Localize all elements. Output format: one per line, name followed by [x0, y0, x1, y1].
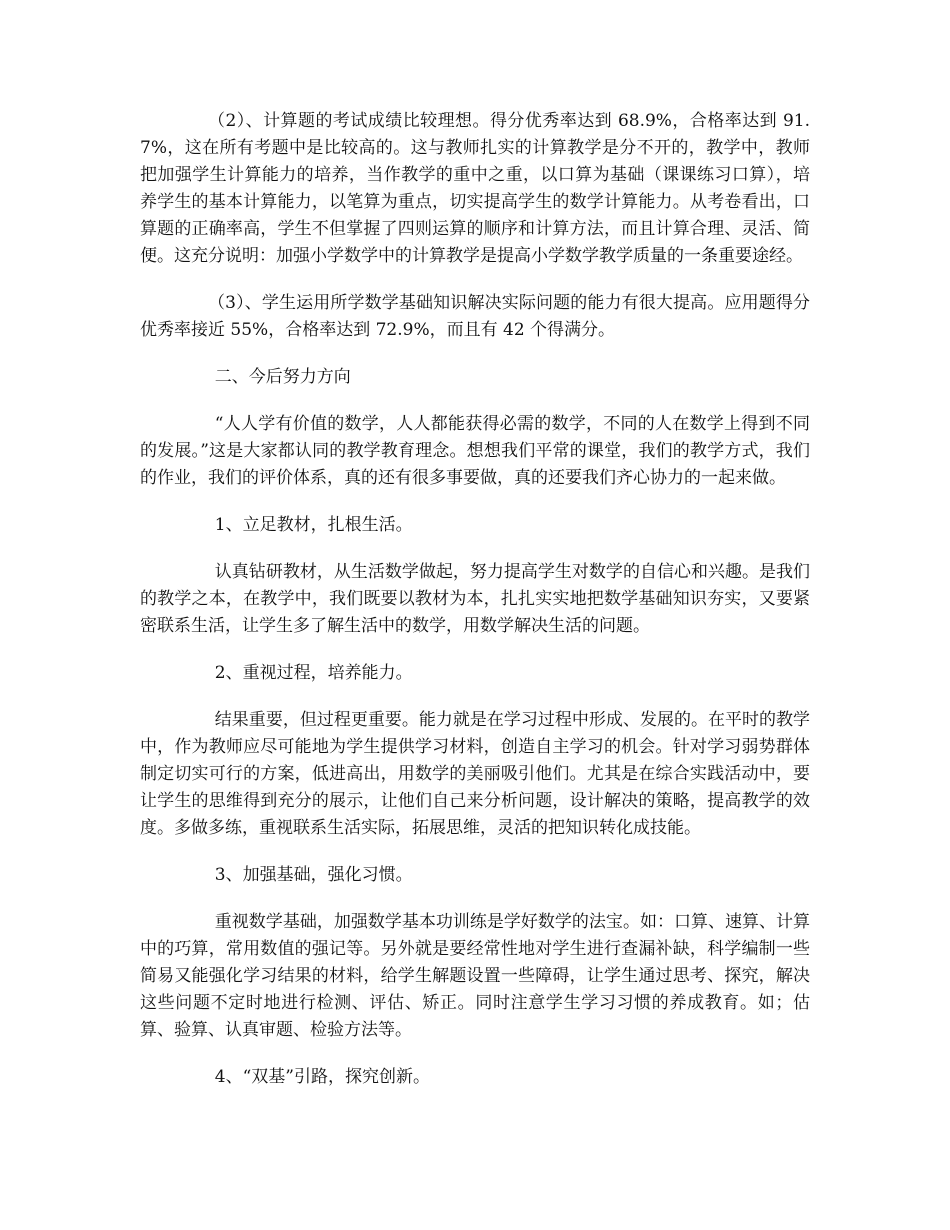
- subheading-3: 3、加强基础，强化习惯。: [214, 865, 413, 885]
- document-page: [140, 108, 810, 1111]
- paragraph-process: 结果重要，但过程更重要。能力就是在学习过程中形成、发展的。在平时的教学中，作为教师应尽可能地为学生提供学习材料，创造自主学习的机会。针对学习弱势群体制定切实可行的方案，低进高出，用数学的美丽吸引他们。尤其是在综合实践活动中，要让学生的思维得到充分的展示，让他们自己来分析问题，设计解决的策略，提高教学的效度。多做多练，重视联系生活实际，拓展思维，灵活的把知识转化成技能。: [140, 710, 810, 838]
- subheading-4: 4、“双基”引路，探究创新。: [214, 1067, 430, 1087]
- paragraph-application-results: （3）、学生运用所学数学基础知识解决实际问题的能力有很大提高。应用题得分优秀率接近 55%，合格率达到 72.9%，而且有 42 个得满分。: [140, 293, 810, 340]
- paragraph-calc-results: （2）、计算题的考试成绩比较理想。得分优秀率达到 68.9%，合格率达到 91.7%，这在所有考题中是比较高的。这与教师扎实的计算教学是分不开的，教学中，教师把加强学生计算能力的培养，当作教学的重中之重，以口算为基础（课课练习口算），培养学生的基本计算能力，以笔算为重点，切实提高学生的数学计算能力。从考卷看出，口算题的正确率高，学生不但掌握了四则运算的顺序和计算方法，而且计算合理、灵活、简便。这充分说明：加强小学数学中的计算教学是提高小学数学教学质量的一条重要途经。: [140, 111, 810, 266]
- paragraph-philosophy: “人人学有价值的数学，人人都能获得必需的数学，不同的人在数学上得到不同的发展。”这是大家都认同的教学教育理念。想想我们平常的课堂，我们的教学方式，我们的作业，我们的评价体系，真的还有很多事要做，真的还要我们齐心协力的一起来做。: [140, 414, 810, 488]
- paragraph-textbook: 认真钻研教材，从生活数学做起，努力提高学生对数学的自信心和兴趣。是我们的教学之本，在教学中，我们既要以教材为本，扎扎实实地把数学基础知识夯实，又要紧密联系生活，让学生多了解生活中的数学，用数学解决生活的问题。: [140, 562, 810, 636]
- subheading-1: 1、立足教材，扎根生活。: [214, 515, 413, 535]
- section-heading-future-direction: 二、今后努力方向: [214, 367, 351, 387]
- subheading-2: 2、重视过程，培养能力。: [214, 663, 413, 683]
- paragraph-foundation: 重视数学基础，加强数学基本功训练是学好数学的法宝。如：口算、速算、计算中的巧算，常用数值的强记等。另外就是要经常性地对学生进行查漏补缺，科学编制一些简易又能强化学习结果的材料，给学生解题设置一些障碍，让学生通过思考、探究，解决这些问题不定时地进行检测、评估、矫正。同时注意学生学习习惯的养成教育。如；估算、验算、认真审题、检验方法等。: [140, 912, 810, 1040]
